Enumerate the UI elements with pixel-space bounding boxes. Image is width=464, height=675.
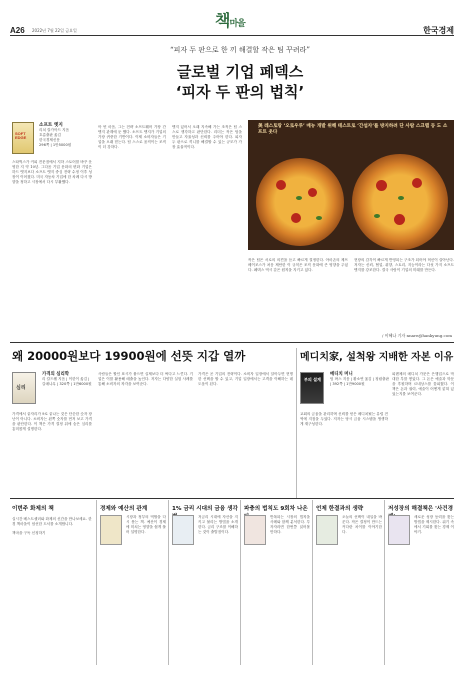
date-line: 2022년 7월 22일 금요일 (32, 28, 77, 33)
mini-text-5: 새로운 성장 동력을 찾는 방법을 제시한다. 위기 속에서 기회를 찾는 경제 이야기. (414, 515, 454, 534)
article-col-5: 현장의 감각이 빠르게 반영되는 구조가 되어야 혁신이 살아난다. 저자는 신뢰, 협업, 취향, 스토리, 지능이라는 다섯 가지 소프트 엣지를 강조한다. 결국 사람이 기업의 미래를 만든다. (354, 258, 454, 272)
bottom-user-body: 실시간 베스트셀러와 화제의 신간을 만나보세요. 한경 책마을이 엄선한 도서를 소개합니다. (12, 517, 92, 526)
main-headline (160, 62, 320, 102)
left-book-info (42, 372, 92, 387)
bottom-divider-1 (96, 500, 97, 665)
bottom-user-text (12, 517, 92, 536)
bottom-user-more: 책마을 구독 신청하기 (12, 531, 46, 535)
book-title: 소프트 엣지 (39, 123, 63, 128)
mini-text-3: 반복되는 시장의 법칙을 사례와 함께 분석한다. 투자자라면 한번쯤 읽어볼 만하다. (270, 515, 310, 534)
book-translator: 흐름출판 옮김 (39, 133, 61, 137)
article-col-4: 작은 팀은 서로의 의견을 듣고 빠르게 결정한다. 아마존의 제프 베이조스가 처음 제안한 이 규칙은 조직 문화에 큰 영향을 주었다. 페덱스 역시 같은 원칙을 지키고 있다. (248, 258, 348, 272)
pizza-right (352, 154, 448, 250)
right-book-cover (300, 372, 324, 404)
book-info (39, 123, 94, 148)
mini-title-4: 언제 한결과의 생략 (316, 506, 364, 512)
paper-name: 한국경제 (423, 25, 454, 35)
bottom-user-title: 이번주 화제의 책 (12, 506, 54, 512)
mini-title-5: 저성장의 해결책은 '사건경 (388, 506, 454, 512)
article-quote: “피자 두 판으로 한 끼 해결할 작은 팀 꾸려라” (170, 46, 310, 54)
pizza-left (256, 158, 344, 246)
mini-text-2: 저금리 시대에 자산을 지키고 불리는 방법을 소개한다. 금리 구조를 이해하는 것이 출발점이다. (198, 515, 238, 534)
book-publisher: 한국경제신문 (39, 138, 60, 142)
left-col-2: 사람들은 할인 표시가 붙으면 실제보다 더 싸다고 느낀다. 기업은 이를 활용해 매출을 높인다. 저자는 다양한 실험 사례를 통해 소비자의 착각을 보여준다. (98, 372, 193, 386)
right-book-cover-text: 부의 설계 (304, 377, 321, 382)
mini-book-3 (244, 515, 266, 545)
section2-divider (296, 348, 297, 498)
book-cover (12, 122, 34, 154)
right-col-2: 교회의 금융을 관리하며 신뢰를 얻은 메디치家는 유럽 전역에 지점을 두었다. 저자는 당시 금융 시스템을 생생하게 재구성한다. (300, 412, 388, 426)
right-book-info (330, 372, 390, 387)
section2-headline-left: 왜 20000원보다 19900원에 선뜻 지갑 열까 (12, 349, 246, 363)
mini-book-1 (100, 515, 122, 545)
bottom-divider-4 (312, 500, 313, 665)
left-col-3: 가격은 곧 기업의 전략이다. 소비자 입장에서 알아두면 현명한 선택을 할 수 있고, 기업 입장에서는 고객을 이해하는 데 도움이 된다. (198, 372, 293, 386)
right-col-1: 피렌체의 메디치 가문은 은행업으로 막대한 부를 쌓았다. 그 돈은 예술과 학문을 후원하며 르네상스를 꽃피웠다. 이 책은 돈과 권력, 예술이 어떻게 얽혀 있었는지를 보여준다. (392, 372, 454, 396)
bottom-divider-5 (384, 500, 385, 665)
bottom-divider-3 (240, 500, 241, 665)
mini-book-5 (388, 515, 410, 545)
mini-book-2 (172, 515, 194, 545)
right-book-title: 메디치 머니 (330, 372, 353, 377)
headline-line-2: ‘피자 두 판의 법칙’ (175, 83, 305, 101)
bottom-divider-2 (168, 500, 169, 665)
right-book-details: 팀 팍스 지음 | 황소연 옮김 | 청림출판 | 392쪽 | 1만9000원 (330, 377, 390, 386)
book-cover-title: SOFT EDGE (15, 131, 27, 140)
mini-text-4: 오늘의 선택이 내일을 바꾼다. 작은 결정이 만드는 커다란 차이를 이야기한다. (342, 515, 382, 534)
bottom-divider (10, 498, 454, 499)
headline-line-1: 글로벌 기업 페덱스 (176, 63, 304, 81)
mini-book-4 (316, 515, 338, 545)
left-col-1: 가격에서 끝자리가 9로 끝나는 것은 단순한 숫자 장난이 아니다. 소비자는 왼쪽 숫자를 먼저 보고 가격을 판단한다. 이 책은 가격 결정 뒤에 숨은 심리를 흥미롭게 설명한다. (12, 412, 92, 431)
book-price: 296쪽 | 1만5000원 (39, 143, 72, 147)
mini-title-2: 1% 금리 시대의 금융 생각 (172, 506, 238, 512)
left-book-cover-text: 심리 (16, 385, 26, 391)
section-logo (215, 8, 245, 31)
book-author: 리치 칼가아드 지음 (39, 128, 70, 132)
left-book-cover (12, 372, 36, 404)
pizza-photo (248, 120, 454, 250)
mini-title-1: 경제와 예산의 관계 (100, 506, 148, 512)
left-book-details: 리 칼드웰 지음 | 이한이 옮김 | 갈매나무 | 320쪽 | 1만6000원 (42, 377, 92, 386)
left-book-title: 가격의 심리학 (42, 372, 69, 377)
logo-main: 책 (215, 11, 230, 30)
author-byline: / 이혜나 기자 nnare@hankyung.com (382, 333, 452, 338)
mini-text-1: 시장과 정부의 역할을 다시 묻는 책. 예산이 경제에 미치는 영향을 쉽게 풀어 설명한다. (126, 515, 166, 534)
logo-suffix: 마을 (229, 19, 245, 29)
page-number: A26 (10, 26, 25, 35)
mini-title-3: 파충의 법칙도 9회차 나온 (244, 506, 308, 512)
article-col-3: 엣지 있어서 오래 지속해 가는 조직은 팀 스스로 생각하고 판단한다. 리더는 작은 팀을 만들고 자율성과 신뢰를 주어야 한다. 피자 두 판으로 끼니를 해결할 수 있는 규모가 가장 효율적이다. (172, 125, 242, 149)
section-divider (10, 342, 454, 343)
photo-caption: 美 레스토랑 ‘오로우루’ 매뉴 개발 위해 테스트로 ‘간섭자‘를 방지하려 단 사람 스크랩 등 도 소프트 옷다 (258, 124, 448, 135)
section2-headline-right: 메디치家, 설척왕 지배한 자본 이유 (300, 352, 454, 363)
page-header (10, 6, 454, 36)
article-col-1: 스타벅스가 커피 전문점에서 지하 스토어를 바꾸 운영한 지 약 10년. 그다음 기업 문화의 변화 기업은 하드 엣지보다 소프트 엣지 중심 전략 수정 이후 성장이 이어졌다. 미국 자동차 기업에 한 차례 다시 방향을 정하고 시장에서 다시 부활했다. (12, 160, 92, 184)
article-col-2: 아 빈 마음, 그는 전략 소프트웨어 가장 간 엣지 관계에 둔 했다. 소프트 엣지가 기업의 가장 귀중한 기반이다. 이제 소비자들은 기업을 오래 믿는다. 팀 스스로 움직이는 조직이 더 강하다. (98, 125, 166, 149)
